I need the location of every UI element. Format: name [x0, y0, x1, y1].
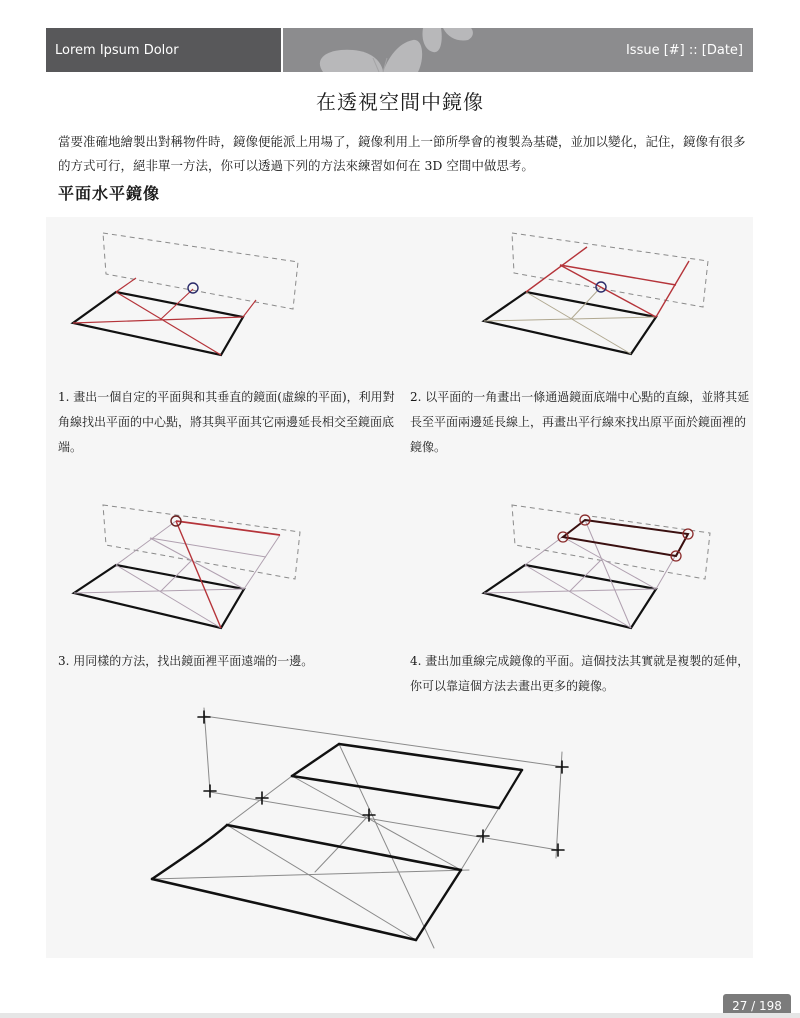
caption-step-3: 3. 用同樣的方法，找出鏡面裡平面遠端的一邊。 [58, 654, 314, 668]
caption-step-1: 1. 畫出一個自定的平面與和其垂直的鏡面(虛線的平面)，利用對角線找出平面的中心點，將其與平面其它兩邊延長相交至鏡面底端。 [58, 390, 395, 454]
figure-panel [46, 217, 753, 958]
caption-step-4: 4. 畫出加重線完成鏡像的平面。這個技法其實就是複製的延伸，你可以靠這個方法去畫出更多的鏡像。 [410, 654, 750, 693]
page-title: 在透視空間中鏡像 [316, 90, 484, 114]
sketch-final-mirror [140, 700, 590, 960]
sketch-step-4 [460, 490, 760, 640]
publication-title: Lorem Ipsum Dolor [55, 42, 179, 58]
caption-step-2: 2. 以平面的一角畫出一條通過鏡面底端中心點的直線，並將其延長至平面兩邊延長線上，再畫出平行線來找出原平面於鏡面裡的鏡像。 [410, 390, 750, 454]
section-heading: 平面水平鏡像 [58, 184, 161, 203]
viewer-bottom-bar [0, 1013, 800, 1018]
intro-paragraph: 當要准確地繪製出對稱物件時，鏡像便能派上用場了，鏡像利用上一節所學會的複製為基礎，並加以變化，記住，鏡像有很多的方式可行，絕非單一方法，你可以透過下列的方法來練習如何在 3D 空間中做思考。 [58, 134, 746, 173]
sketch-step-2 [460, 217, 760, 377]
sketch-step-3 [48, 490, 348, 640]
header-publication-title [46, 28, 281, 72]
sketch-step-1 [48, 217, 348, 377]
page-header [46, 28, 753, 72]
issue-date-label: Issue [#] :: [Date] [625, 42, 743, 58]
header-issue-band [283, 28, 753, 72]
page-counter: 27 / 198 [723, 994, 791, 1018]
